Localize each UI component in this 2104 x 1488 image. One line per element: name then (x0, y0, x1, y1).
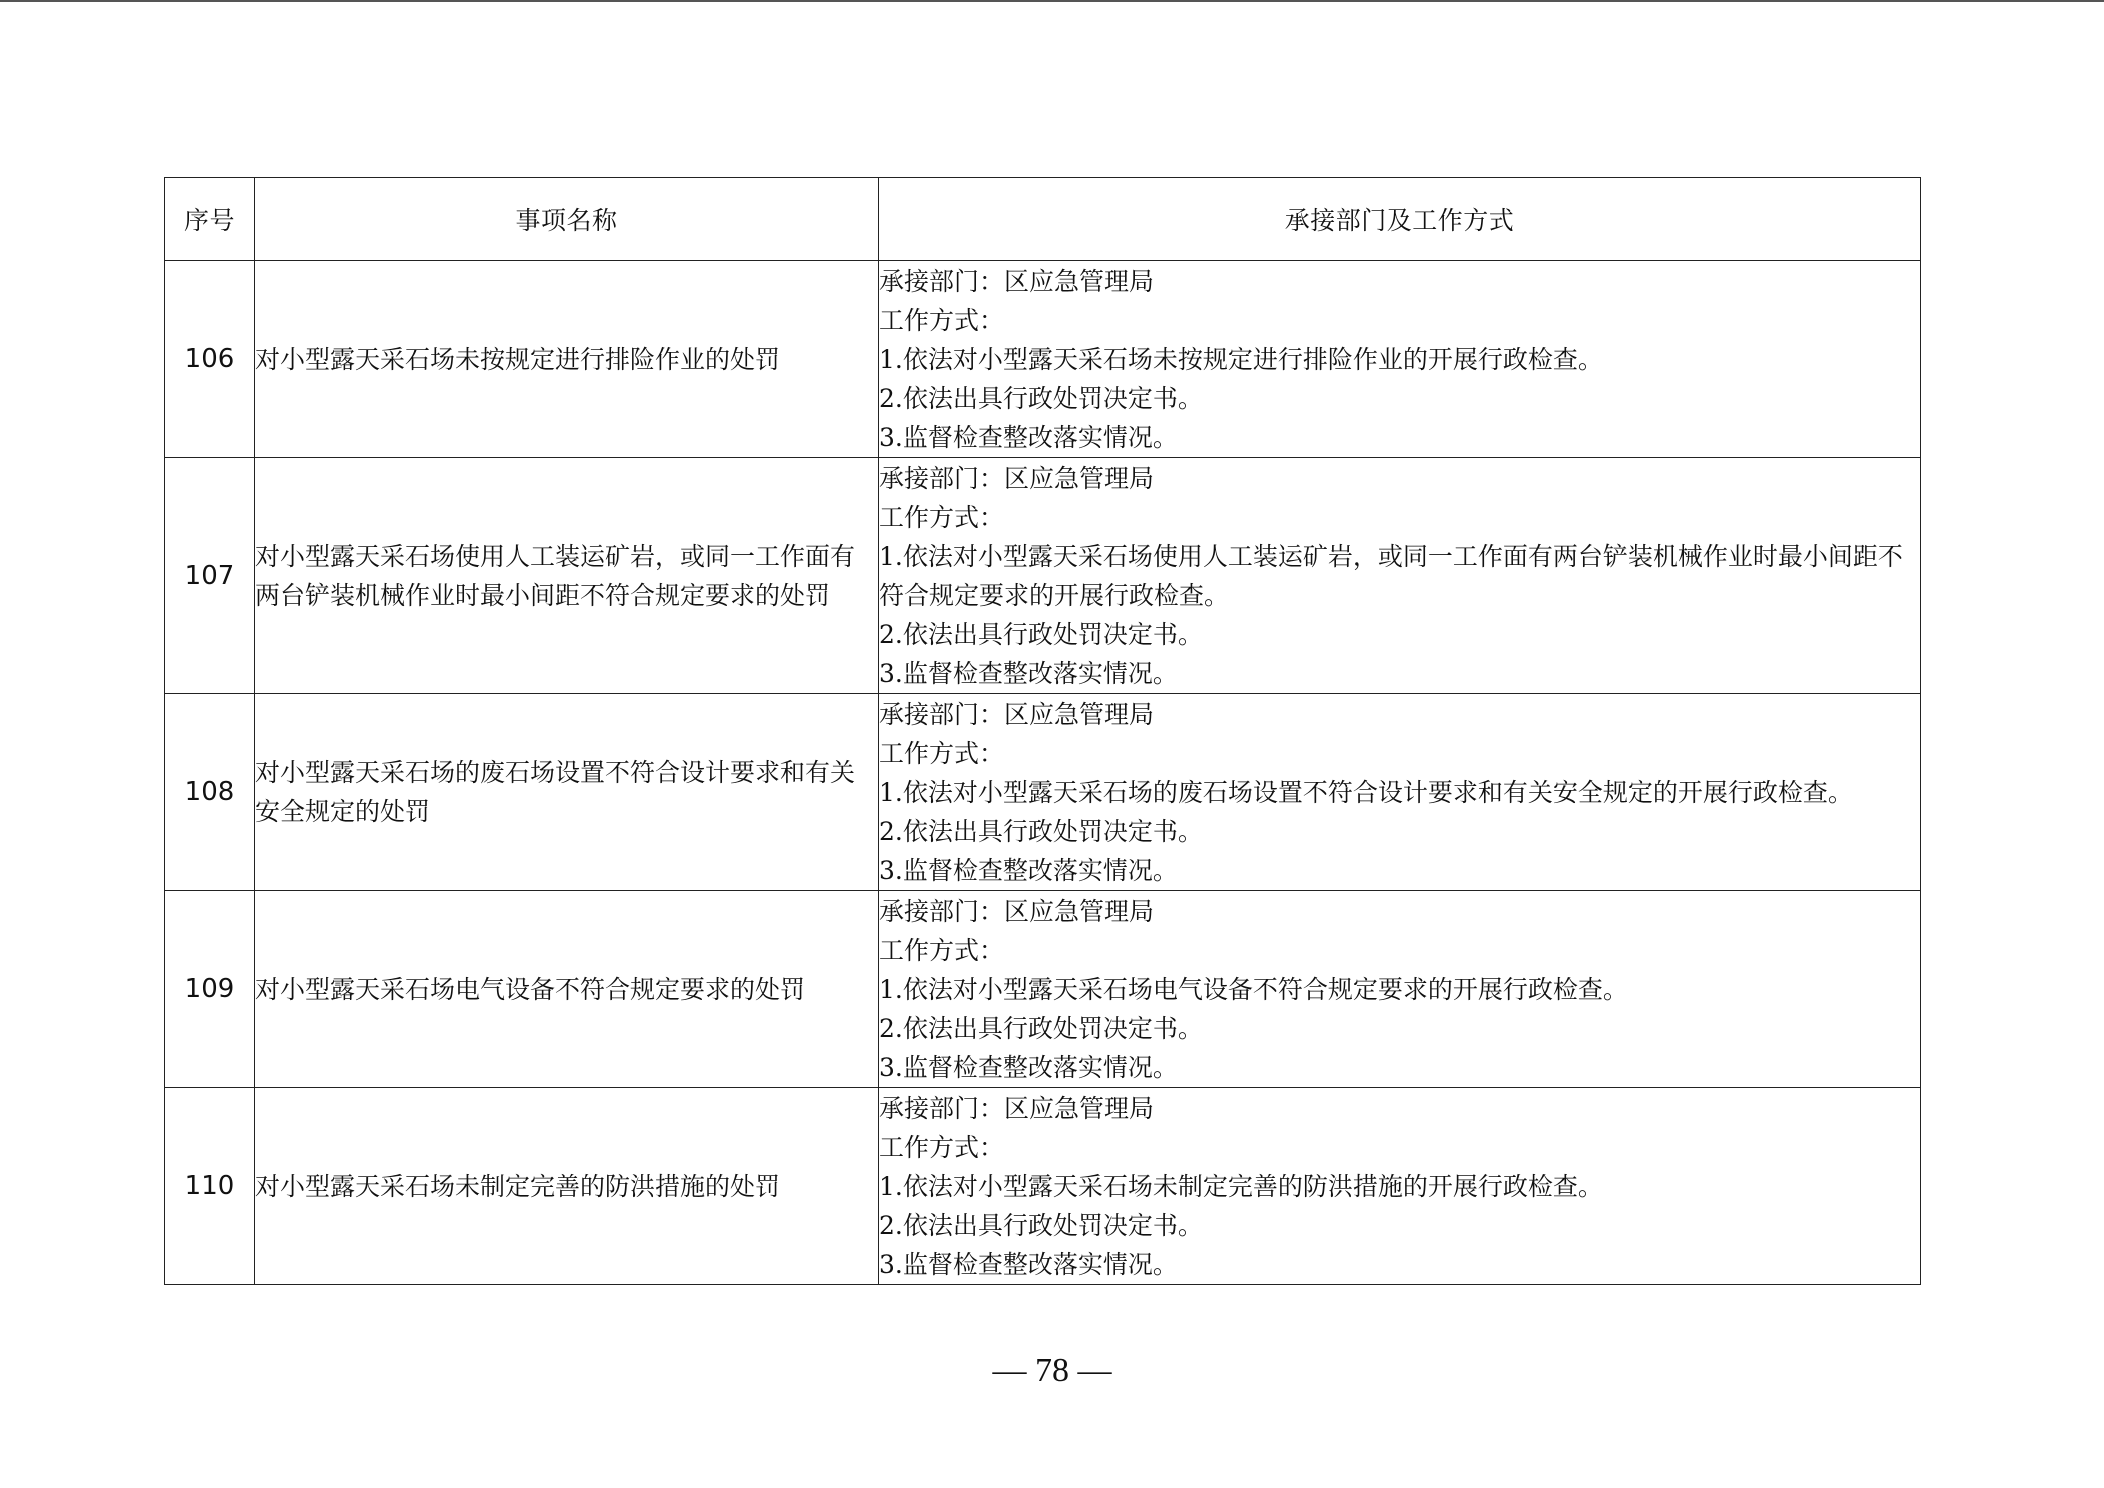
row-item-name: 对小型露天采石场电气设备不符合规定要求的处罚 (255, 891, 879, 1088)
row-item-name: 对小型露天采石场的废石场设置不符合设计要求和有关安全规定的处罚 (255, 694, 879, 891)
dept-line: 承接部门：区应急管理局 (879, 463, 1155, 493)
row-detail (879, 891, 1921, 1088)
method-label: 工作方式： (879, 502, 1005, 532)
row-seq: 109 (165, 891, 255, 1088)
header-item-name: 事项名称 (255, 178, 879, 261)
step-2: 2.依法出具行政处罚决定书。 (879, 1013, 1203, 1043)
table-header-row (165, 178, 1921, 261)
matters-table (164, 177, 1921, 1285)
table-row (165, 458, 1921, 694)
step-3: 3.监督检查整改落实情况。 (879, 855, 1178, 885)
row-seq: 106 (165, 261, 255, 458)
top-border-line (0, 0, 2104, 2)
row-seq: 110 (165, 1088, 255, 1285)
method-label: 工作方式： (879, 1132, 1005, 1162)
step-1: 1.依法对小型露天采石场的废石场设置不符合设计要求和有关安全规定的开展行政检查。 (879, 777, 1853, 807)
step-1: 1.依法对小型露天采石场电气设备不符合规定要求的开展行政检查。 (879, 974, 1628, 1004)
method-label: 工作方式： (879, 738, 1005, 768)
method-label: 工作方式： (879, 305, 1005, 335)
row-seq: 107 (165, 458, 255, 694)
step-3: 3.监督检查整改落实情况。 (879, 1052, 1178, 1082)
step-1: 1.依法对小型露天采石场未按规定进行排险作业的开展行政检查。 (879, 344, 1603, 374)
method-label: 工作方式： (879, 935, 1005, 965)
table-row (165, 261, 1921, 458)
row-item-name: 对小型露天采石场未制定完善的防洪措施的处罚 (255, 1088, 879, 1285)
step-3: 3.监督检查整改落实情况。 (879, 1249, 1178, 1279)
row-detail (879, 1088, 1921, 1285)
row-item-name: 对小型露天采石场使用人工装运矿岩，或同一工作面有两台铲装机械作业时最小间距不符合规定要求的处罚 (255, 458, 879, 694)
table-row (165, 891, 1921, 1088)
row-seq: 108 (165, 694, 255, 891)
step-2: 2.依法出具行政处罚决定书。 (879, 1210, 1203, 1240)
header-dept-method: 承接部门及工作方式 (879, 178, 1921, 261)
step-1: 1.依法对小型露天采石场未制定完善的防洪措施的开展行政检查。 (879, 1171, 1603, 1201)
step-2: 2.依法出具行政处罚决定书。 (879, 383, 1203, 413)
row-item-name: 对小型露天采石场未按规定进行排险作业的处罚 (255, 261, 879, 458)
table-row (165, 1088, 1921, 1285)
header-seq: 序号 (165, 178, 255, 261)
dept-line: 承接部门：区应急管理局 (879, 896, 1155, 926)
dept-line: 承接部门：区应急管理局 (879, 1093, 1155, 1123)
row-detail (879, 458, 1921, 694)
row-detail (879, 694, 1921, 891)
table-row (165, 694, 1921, 891)
step-2: 2.依法出具行政处罚决定书。 (879, 816, 1203, 846)
row-detail (879, 261, 1921, 458)
step-3: 3.监督检查整改落实情况。 (879, 422, 1178, 452)
step-3: 3.监督检查整改落实情况。 (879, 658, 1178, 688)
step-2: 2.依法出具行政处罚决定书。 (879, 619, 1203, 649)
step-1: 1.依法对小型露天采石场使用人工装运矿岩，或同一工作面有两台铲装机械作业时最小间距不符合规定要求的开展行政检查。 (879, 541, 1903, 610)
dept-line: 承接部门：区应急管理局 (879, 266, 1155, 296)
dept-line: 承接部门：区应急管理局 (879, 699, 1155, 729)
page-number: — 78 — (992, 1352, 1112, 1389)
